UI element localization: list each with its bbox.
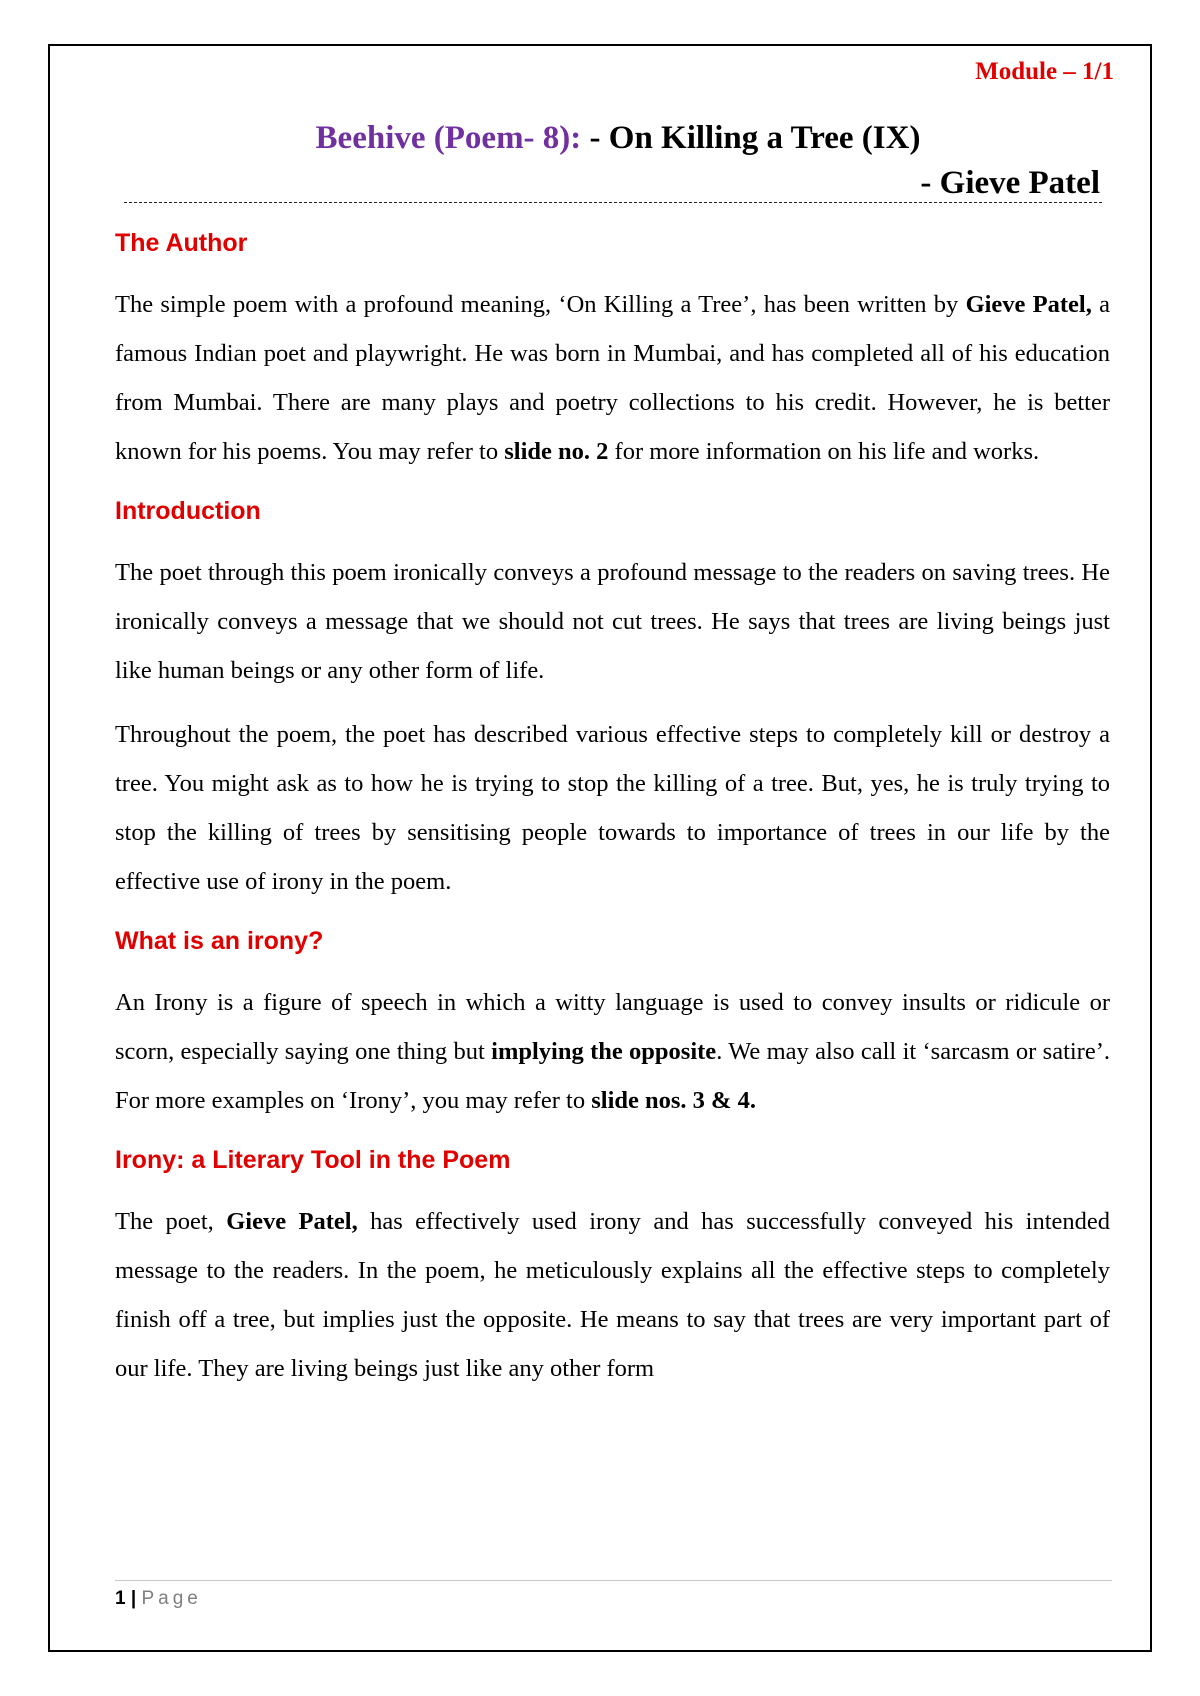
bold-run: Gieve Patel, [965,291,1092,318]
paragraph-author [115,280,1110,476]
text-run: An Irony is a figure of speech in which a witty language is used to convey insults or ridicule or scorn, especially saying one thing but [115,989,1110,1065]
bold-run: implying the opposite [491,1038,717,1065]
text-run: a famous Indian poet and playwright. He was born in Mumbai, and has completed all of his education from Mumbai. There are many plays and poetry collections to his credit. However, he is better known for his poems. You may refer to [115,291,1111,465]
text-run: The simple poem with a profound meaning, ‘On Killing a Tree’, has been written by [115,291,966,318]
text-run: for more information on his life and works. [608,438,1040,465]
footer-divider [115,1580,1112,1581]
document-body [115,228,1110,1408]
page-number: 1 [115,1588,126,1609]
text-run: The poet, [115,1208,227,1235]
page-label: Page [141,1588,202,1609]
poet-name: - Gieve Patel [920,165,1100,201]
dashed-divider [124,202,1102,203]
title-main: - On Killing a Tree (IX) [581,120,921,156]
bold-run: Gieve Patel, [226,1208,358,1235]
heading-the-author: The Author [115,229,248,257]
paragraph-introduction-2: Throughout the poem, the poet has described various effective steps to completely kill or destroy a tree. You might ask as to how he is trying to stop the killing of a tree. But, yes, he is truly trying to stop the killing of trees by sensitising people towards to importance of trees in our life by the effective use of irony in the poem. [115,721,1110,895]
heading-what-is-irony: What is an irony? [115,927,324,955]
bold-run: slide no. 2 [504,438,609,465]
bold-run: slide nos. 3 & 4. [591,1087,756,1114]
page-title [0,120,1200,157]
page-separator: | [125,1588,142,1609]
heading-literary-tool: Irony: a Literary Tool in the Poem [115,1146,511,1174]
paragraph-introduction-1: The poet through this poem ironically conveys a profound message to the readers on saving trees. He ironically conveys a message that we should not cut trees. He says that trees are living beings just like human beings or any other form of life. [115,559,1110,684]
paragraph-literary-tool [115,1197,1110,1393]
page-footer [115,1588,202,1610]
heading-introduction: Introduction [115,497,261,525]
text-run: has effectively used irony and has successfully conveyed his intended message to the readers. In the poem, he meticulously explains all the effective steps to completely finish off a tree, but implies just the opposite. He means to say that trees are very important part of our life. They are living beings just like any other form [115,1208,1111,1382]
text-run: . We may also call it ‘sarcasm or satire’. For more examples on ‘Irony’, you may refer to [115,1038,1110,1114]
paragraph-irony [115,978,1110,1125]
module-label: Module – 1/1 [975,58,1114,85]
title-prefix: Beehive (Poem- 8): [315,120,582,156]
